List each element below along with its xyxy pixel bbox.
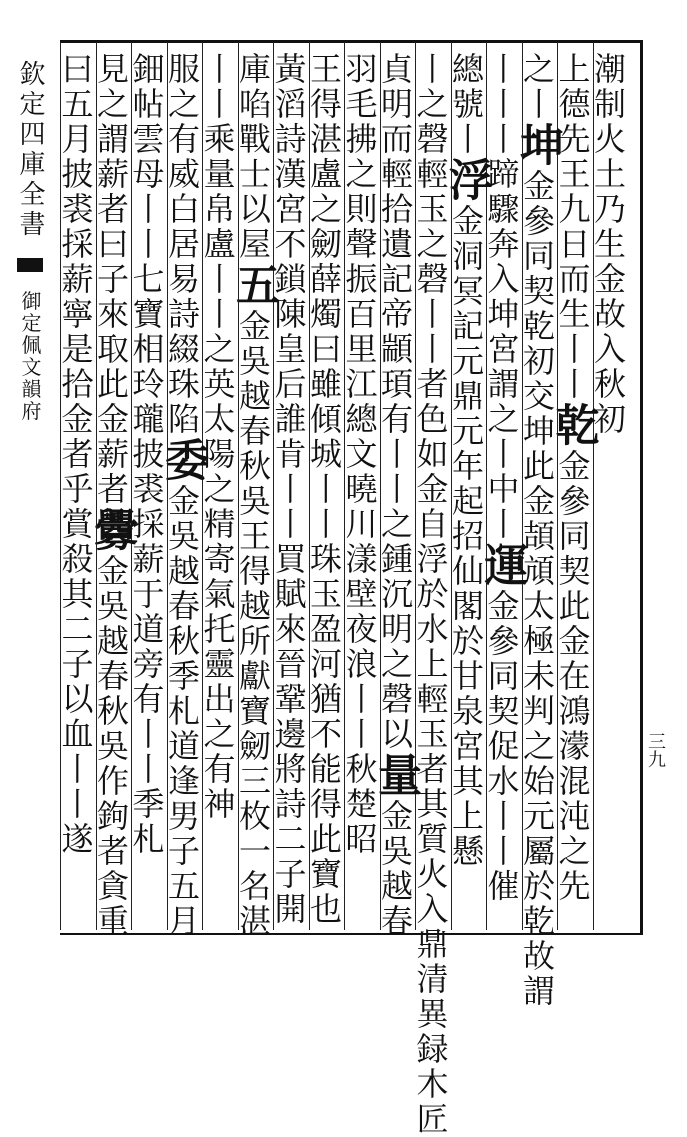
entry-headword: 運 [476,542,528,589]
text-segment: 太極未判之始元屬於乾故謂 [518,589,556,1009]
text-column [340,52,380,912]
text-segment: 盧丨丨之英太陽之精寄氣托靈出之有神 [198,227,237,822]
column-rule [131,42,132,930]
text-segment: 蹄驟奔入坤宮謂之丨中丨 [482,157,521,542]
text-column [56,52,96,912]
text-segment: 金 [92,554,130,589]
page-number: 三九 [645,732,666,768]
text-segment: 鈿帖雲母丨丨七寶相玲瓏 [127,52,166,437]
text-segment: 丨 [482,122,521,157]
column-rule [238,42,239,930]
text-segment: 秋楚昭 [340,752,379,857]
text-column [157,52,208,939]
text-segment: 參同契此金在鴻濛混沌之先 [553,484,592,904]
text-segment: 黃滔詩漢宮不鎖陳皇后誰肯丨丨買賦來晉鞏邊將詩二子開 [269,52,308,927]
text-column [370,52,421,939]
text-segment: 披裘採薪于道旁有丨丨季札 [127,437,166,857]
book-title: 欽定四庫全書 [15,60,45,240]
text-segment: 丨丨乘量帛 [198,52,237,227]
text-segment: 王得湛盧之劒薛燭曰雖傾城丨丨珠玉盈河猶不能得此寶也 [305,52,343,927]
column-rule [273,42,274,930]
entry-headword: 委 [157,437,208,484]
text-column [127,52,167,912]
text-segment: 丨丨 [482,52,521,122]
entry-headword: 坤 [512,122,563,169]
volume-title: 御定佩文韻府 [18,290,42,423]
text-segment: 輕玉之磬丨丨者色如金自浮於水上輕玉者其質 [411,157,450,857]
text-segment: 潮制火土乃生金故入秋初 [589,52,627,437]
text-segment: 之丨 [518,52,556,122]
column-rule [380,42,381,930]
text-segment: 金 [553,449,592,484]
entry-headword: 五 [228,262,279,309]
text-segment: 金 [376,799,414,834]
text-segment: 金 [447,204,485,239]
column-rule [202,42,203,930]
text-column [269,52,309,927]
column-rule [60,42,61,930]
text-column [589,52,629,912]
text-column [86,52,137,939]
text-column [228,52,279,939]
column-rule [593,42,594,930]
column-rule [167,42,168,930]
text-segment: 吳越春秋吳作鉤者貪重 [92,589,130,939]
column-rule [557,42,558,930]
text-segment: 吳越春 [376,834,414,939]
text-segment: 參同契乾初交坤此金頡頏 [518,204,556,589]
entry-headword: 量 [370,752,421,799]
text-column [441,52,492,912]
text-segment: 庫啗戰士以屋 [234,52,272,262]
text-column [512,52,563,1009]
column-rule [344,42,345,930]
text-segment: 羽毛拂之則聲振百里江總文曉川漾壁夜浪丨丨 [340,52,379,752]
text-segment: 金 [518,169,556,204]
text-segment: 見之謂薪者曰子來取此金薪者 [92,52,130,507]
text-segment: 服之有威白居易詩綴珠陷 [163,52,201,437]
text-segment: 上德先王九日而生丨丨 [553,52,592,402]
fishtail-mark [17,258,43,272]
entry-headword: 釁 [86,507,137,554]
column-rule [309,42,310,930]
text-segment: 丨之磬 [411,52,450,157]
entry-headword: 乾 [547,402,599,449]
column-rule [451,42,452,930]
text-segment: 金 [163,484,201,519]
column-rule [96,42,97,930]
text-segment: 曰五月披裘採薪寧是拾金者乎 [56,52,95,507]
text-segment: 賞殺其二子以血丨丨遂 [56,507,95,857]
text-segment: 火入鼎清異録木匠 [411,857,450,1137]
text-segment: 吳越春秋吳王得越所獻寶劒三枚一名湛 [234,344,272,939]
text-segment: 參同契促水丨丨催 [482,624,521,904]
text-segment: 吳越春秋季札道逢男子五月 [163,519,201,939]
text-column [547,52,599,912]
text-segment: 金 [482,589,521,624]
text-segment: 貞明而輕拾遺記帝顓頊有丨丨之鍾沉明之磬以 [376,52,414,752]
text-column [305,52,345,927]
column-rule [522,42,523,930]
text-segment: 洞冥記元鼎元年起招仙閣於甘泉宮其上懸 [447,239,485,869]
margin-title [12,60,49,423]
text-segment: 金 [234,309,272,344]
text-segment: 總號丨 [447,52,485,157]
entry-headword: 浮 [441,157,492,204]
